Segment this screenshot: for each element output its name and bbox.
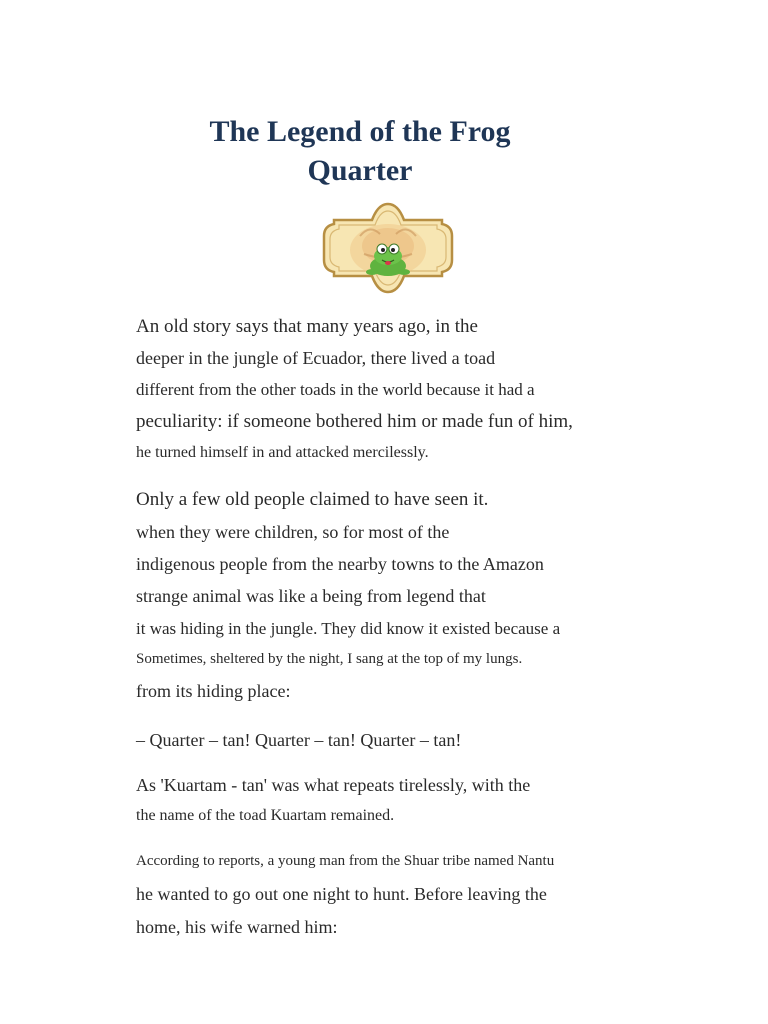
story-line: As 'Kuartam - tan' was what repeats tirelessly, with the <box>136 775 531 795</box>
title-line-2: Quarter <box>307 154 413 187</box>
story-line: the name of the toad Kuartam remained. <box>136 807 395 824</box>
story-line: when they were children, so for most of the <box>136 522 450 542</box>
story-line: peculiarity: if someone bothered him or made fun of him, <box>136 411 573 432</box>
title-line-1: The Legend of the Frog <box>209 115 511 148</box>
story-line: – Quarter – tan! Quarter – tan! Quarter – tan! <box>136 730 462 750</box>
story-line: Sometimes, sheltered by the night, I sang at the top of my lungs. <box>136 651 523 667</box>
document-title <box>160 112 560 190</box>
story-line: An old story says that many years ago, in the <box>136 316 478 337</box>
story-line: According to reports, a young man from the Shuar tribe named Nantu <box>136 853 555 869</box>
story-line: Only a few old people claimed to have seen it. <box>136 489 489 510</box>
story-line: strange animal was like a being from legend that <box>136 586 486 606</box>
story-line: deeper in the jungle of Ecuador, there lived a toad <box>136 348 496 368</box>
story-line: from its hiding place: <box>136 681 291 701</box>
story-line: home, his wife warned him: <box>136 917 338 937</box>
story-line: different from the other toads in the world because it had a <box>136 380 535 399</box>
story-line: it was hiding in the jungle. They did know it existed because a <box>136 619 561 638</box>
story-line: indigenous people from the nearby towns to the Amazon <box>136 554 544 574</box>
frog-emblem-icon <box>320 202 456 294</box>
story-line: he turned himself in and attacked mercilessly. <box>136 444 429 461</box>
story-line: he wanted to go out one night to hunt. Before leaving the <box>136 884 547 904</box>
